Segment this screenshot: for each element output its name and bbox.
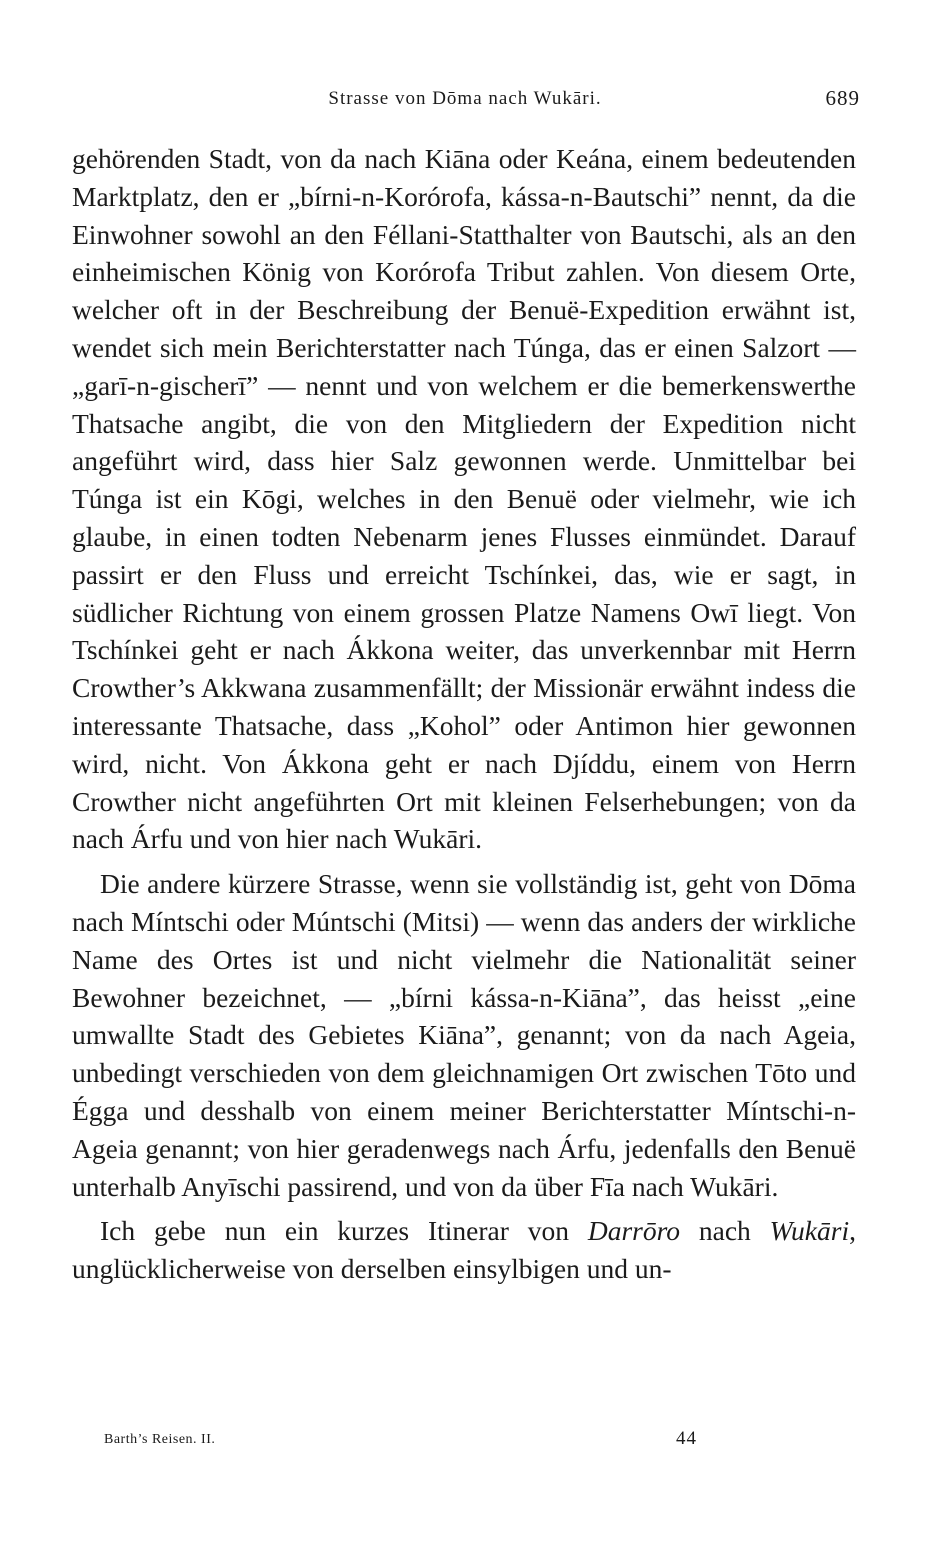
itinerary-text-middle: nach bbox=[680, 1215, 770, 1247]
paragraph-itinerary bbox=[72, 1212, 856, 1288]
page-header bbox=[70, 88, 860, 114]
printer-signature: Barth’s Reisen. II. bbox=[104, 1432, 216, 1447]
paragraph-continued: gehörenden Stadt, von da nach Kiāna oder Keána, einem bedeutenden Marktplatz, den er „bírni-n-Korórofa, kássa-n-Bautschi” nennt, da die Einwohner sowohl an den Féllani-Statthalter von Bautschi, als an den einheimischen König von Korórofa Tribut zahlen. Von diesem Orte, welcher oft in der Beschreibung der Benuë-Expedition erwähnt ist, wendet sich mein Berichterstatter nach Túnga, das er einen Salzort — „garī-n-gischerī” — nennt und von welchem er die bemerkenswerthe Thatsache angibt, die von den Mitgliedern der Expedition nicht angeführt wird, dass hier Salz gewonnen werde. Unmittelbar bei Túnga ist ein Kōgi, welches in den Benuë oder vielmehr, wie ich glaube, in einen todten Nebenarm jenes Flusses einmündet. Darauf passirt er den Fluss und erreicht Tschínkei, das, wie er sagt, in südlicher Richtung von einem grossen Platze Namens Owī liegt. Von Tschínkei geht er nach Ákkona weiter, das unverkennbar mit Herrn Crowther’s Akkwana zusammenfällt; der Missionär erwähnt indess die interessante Thatsache, dass „Kohol” oder Antimon hier gewonnen wird, nicht. Von Ákkona geht er nach Djíddu, einem von Herrn Crowther nicht angeführten Ort mit kleinen Felserhebungen; von da nach Árfu und von hier nach Wukāri. bbox=[72, 143, 856, 855]
itinerary-text-before: Ich gebe nun ein kurzes Itinerar von bbox=[100, 1215, 588, 1247]
page-footer bbox=[104, 1428, 724, 1454]
itinerary-text-after: , unglücklicherweise von derselben einsylbigen und un- bbox=[72, 1215, 856, 1285]
paragraph-second-road: Die andere kürzere Strasse, wenn sie vollständig ist, geht von Dōma nach Míntschi oder Múntschi (Mitsi) — wenn das anders der wirkliche Name des Ortes ist und nicht vielmehr die Nationalität seiner Bewohner bezeichnet, — „bírni kássa-n-Kiāna”, das heisst „eine umwallte Stadt des Gebietes Kiāna”, genannt; von da nach Ageia, unbedingt verschieden von dem gleichnamigen Ort zwischen Tōto und Égga und desshalb von einem meiner Berichterstatter Míntschi-n-Ageia genannt; von hier geradenwegs nach Árfu, jedenfalls den Benuë unterhalb Anyīschi passirend, und von da über Fīa nach Wukāri. bbox=[72, 868, 856, 1202]
running-head: Strasse von Dōma nach Wukāri. bbox=[328, 88, 602, 109]
place-name-wukari: Wukāri bbox=[769, 1215, 850, 1247]
sheet-number: 44 bbox=[676, 1428, 697, 1449]
page-number: 689 bbox=[825, 86, 860, 110]
place-name-darroro: Darrōro bbox=[587, 1215, 681, 1247]
body-text bbox=[72, 140, 856, 1288]
